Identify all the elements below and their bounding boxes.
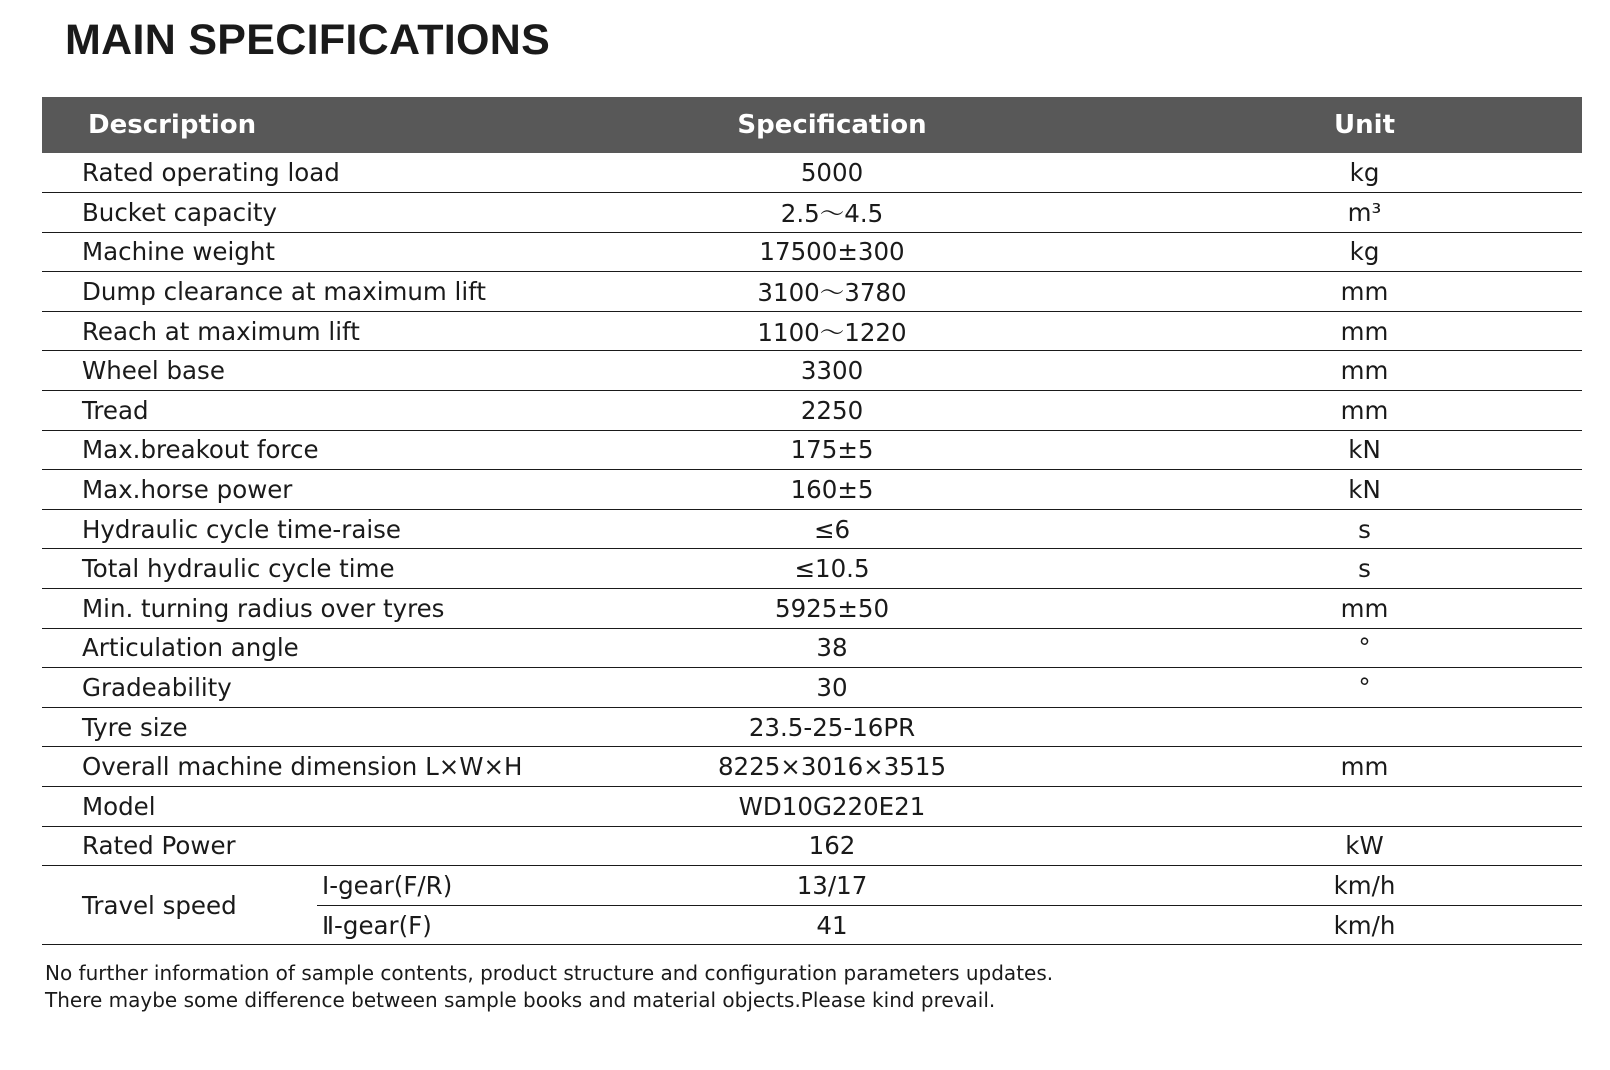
row-unit: mm <box>1147 311 1582 351</box>
table-row-travel-speed-gear-1 <box>42 866 1582 906</box>
row-unit: kN <box>1147 430 1582 470</box>
row-unit: kW <box>1147 826 1582 866</box>
table-row <box>42 193 1582 233</box>
table-row <box>42 311 1582 351</box>
footnote: There maybe some difference between sample books and material objects.Please kind prevail. <box>45 988 996 1012</box>
row-specification: 17500±300 <box>517 232 1147 272</box>
table-row <box>42 589 1582 629</box>
table-row <box>42 787 1582 827</box>
row-description: Min. turning radius over tyres <box>42 589 517 629</box>
row-specification: 13/17 <box>517 866 1147 906</box>
row-unit: ° <box>1147 628 1582 668</box>
row-specification: 160±5 <box>517 470 1147 510</box>
footnote: No further information of sample contents, product structure and configuration parameters updates. <box>45 961 1054 985</box>
row-description: Articulation angle <box>42 628 517 668</box>
table-row <box>42 232 1582 272</box>
gear-label: Ⅰ-gear(F/R) <box>317 866 517 906</box>
table-row <box>42 430 1582 470</box>
row-description: Reach at maximum lift <box>42 311 517 351</box>
row-description: Model <box>42 787 517 827</box>
travel-speed-label: Travel speed <box>42 866 317 945</box>
row-specification: 23.5-25-16PR <box>517 707 1147 747</box>
table-row <box>42 549 1582 589</box>
row-specification: 5925±50 <box>517 589 1147 629</box>
row-specification: 41 <box>517 905 1147 945</box>
row-unit: mm <box>1147 351 1582 391</box>
table-row <box>42 707 1582 747</box>
row-unit: mm <box>1147 747 1582 787</box>
header-unit: Unit <box>1334 110 1395 140</box>
specifications-table <box>42 97 1582 945</box>
row-specification: 8225×3016×3515 <box>517 747 1147 787</box>
row-unit <box>1147 707 1582 747</box>
row-description: Machine weight <box>42 232 517 272</box>
row-unit: mm <box>1147 272 1582 312</box>
row-description: Bucket capacity <box>42 193 517 233</box>
row-unit: m³ <box>1147 193 1582 233</box>
row-unit: kN <box>1147 470 1582 510</box>
table-row <box>42 351 1582 391</box>
row-description: Overall machine dimension L×W×H <box>42 747 517 787</box>
row-description: Rated operating load <box>42 153 517 193</box>
row-specification: 3300 <box>517 351 1147 391</box>
header-row <box>42 97 1582 153</box>
row-unit: kg <box>1147 232 1582 272</box>
row-specification: 162 <box>517 826 1147 866</box>
page-title: MAIN SPECIFICATIONS <box>65 16 551 64</box>
row-unit <box>1147 787 1582 827</box>
row-unit: kg <box>1147 153 1582 193</box>
row-description: Tyre size <box>42 707 517 747</box>
row-specification: 3100～3780 <box>517 272 1147 312</box>
row-specification: 2250 <box>517 391 1147 431</box>
row-unit: mm <box>1147 391 1582 431</box>
gear-label: Ⅱ-gear(F) <box>317 905 517 945</box>
row-description: Max.breakout force <box>42 430 517 470</box>
row-description: Dump clearance at maximum lift <box>42 272 517 312</box>
footnotes <box>45 960 1053 1014</box>
row-description: Tread <box>42 391 517 431</box>
row-description: Total hydraulic cycle time <box>42 549 517 589</box>
row-specification: 1100～1220 <box>517 311 1147 351</box>
row-description: Wheel base <box>42 351 517 391</box>
table-row <box>42 391 1582 431</box>
row-unit: mm <box>1147 589 1582 629</box>
row-specification: 175±5 <box>517 430 1147 470</box>
table-row <box>42 628 1582 668</box>
row-unit: km/h <box>1147 866 1582 906</box>
row-specification: 30 <box>517 668 1147 708</box>
table-row <box>42 509 1582 549</box>
table-row <box>42 470 1582 510</box>
table-row <box>42 153 1582 193</box>
row-specification: ≤6 <box>517 509 1147 549</box>
row-description: Gradeability <box>42 668 517 708</box>
row-description: Rated Power <box>42 826 517 866</box>
row-specification: 5000 <box>517 153 1147 193</box>
table-row <box>42 272 1582 312</box>
table-row <box>42 826 1582 866</box>
row-description: Hydraulic cycle time-raise <box>42 509 517 549</box>
header-specification: Specification <box>737 110 927 140</box>
table-row <box>42 747 1582 787</box>
table-body <box>42 153 1582 945</box>
header-description: Description <box>88 110 257 140</box>
row-description: Max.horse power <box>42 470 517 510</box>
row-unit: s <box>1147 509 1582 549</box>
row-unit: s <box>1147 549 1582 589</box>
row-specification: 38 <box>517 628 1147 668</box>
row-unit: km/h <box>1147 905 1582 945</box>
row-specification: ≤10.5 <box>517 549 1147 589</box>
row-specification: 2.5～4.5 <box>517 193 1147 233</box>
row-unit: ° <box>1147 668 1582 708</box>
row-specification: WD10G220E21 <box>517 787 1147 827</box>
table-row <box>42 668 1582 708</box>
table-header <box>42 97 1582 153</box>
